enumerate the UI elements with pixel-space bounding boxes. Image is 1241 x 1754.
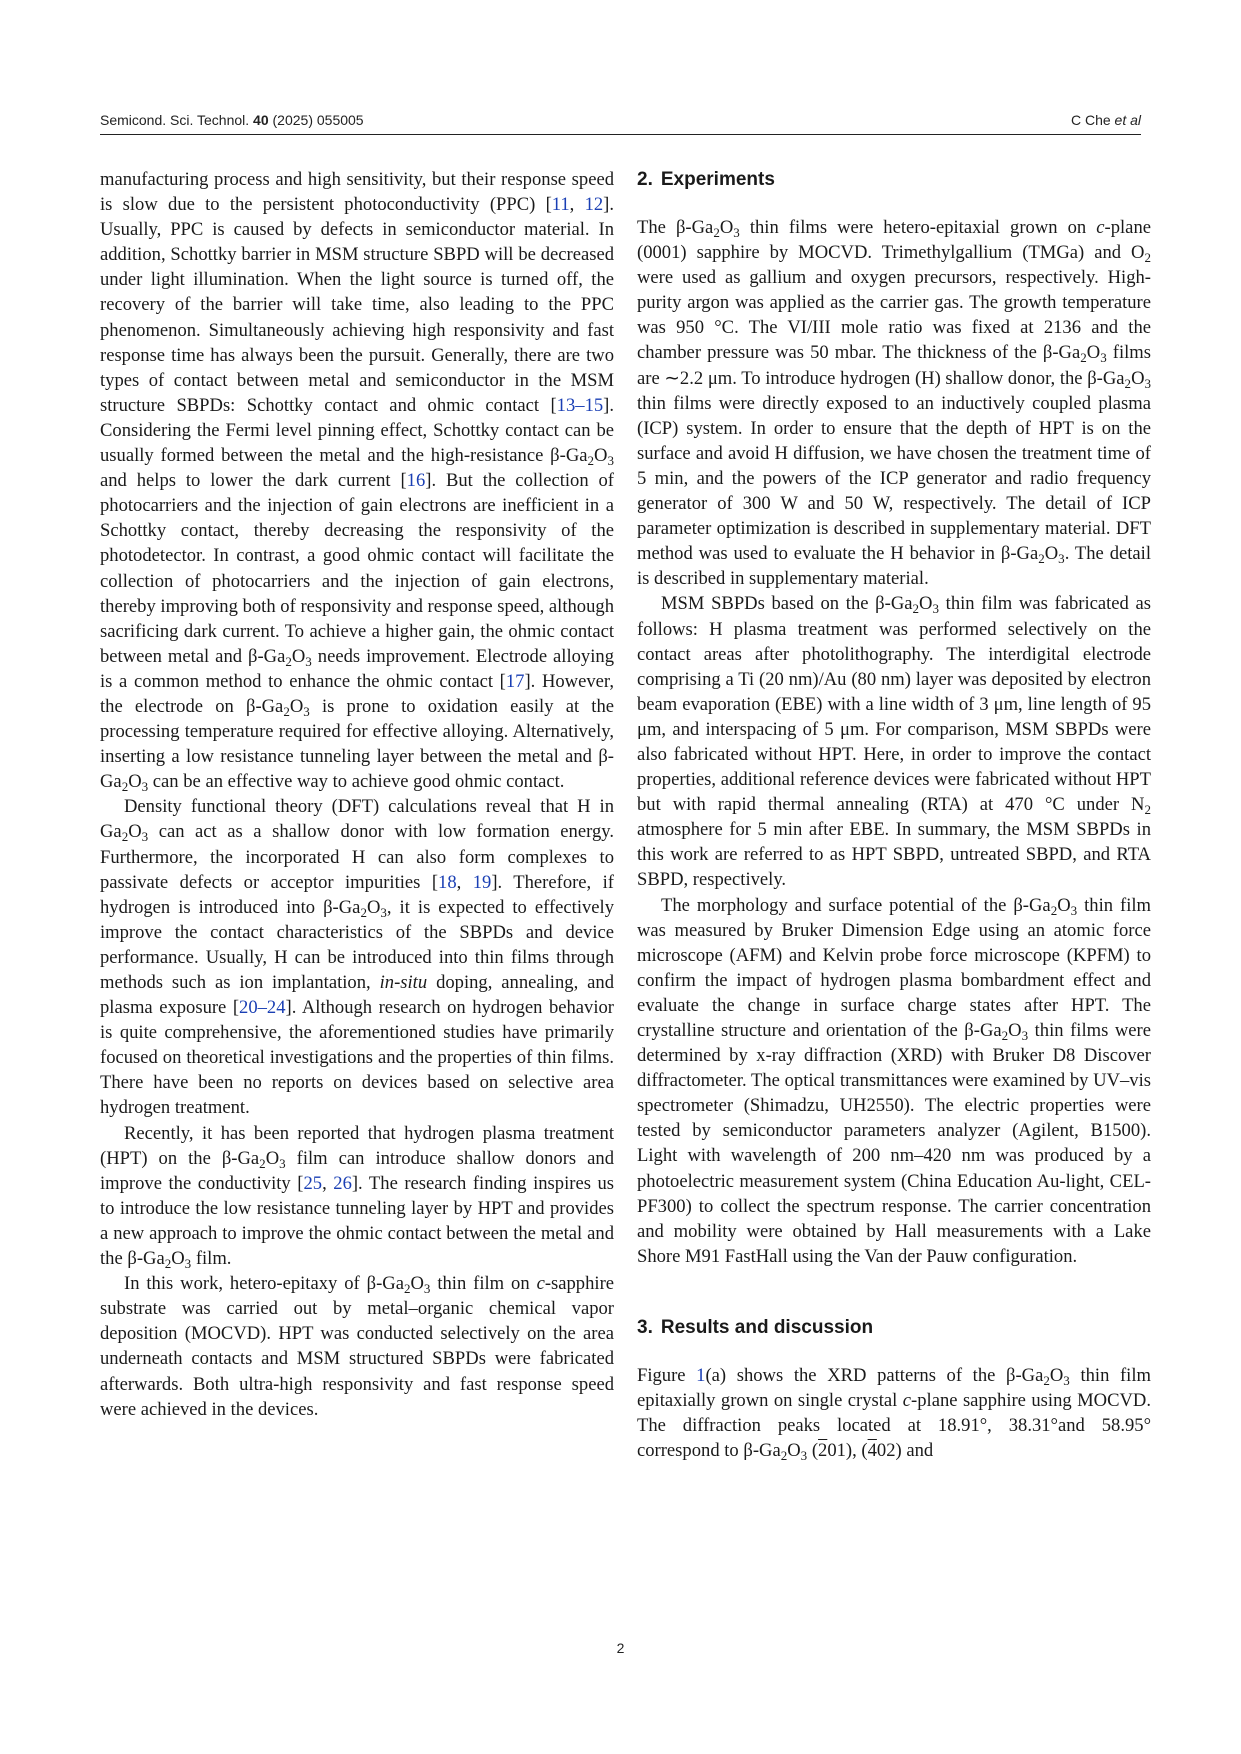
citation-link[interactable]: 13–15 bbox=[556, 394, 604, 416]
paragraph-xrd: Figure 1(a) shows the XRD patterns of the $\beta-Ga_2O_3$ thin film epitaxially grown on single crystal c-plane sapphire using MOCVD. The diffraction peaks located at 18.91°, 38.31°and 58.95° correspond to $\beta-Ga_2O_3$ (201), (402) and bbox=[637, 1364, 1151, 1464]
left-column bbox=[100, 167, 614, 1422]
header-rule bbox=[100, 134, 1141, 135]
citation-link[interactable]: 18 bbox=[438, 871, 457, 893]
citation-link[interactable]: 12 bbox=[584, 194, 604, 216]
figure-link[interactable]: 1 bbox=[696, 1364, 706, 1386]
paragraph-growth: The $\beta-Ga_2O_3$ thin films were hetero-epitaxial grown on c-plane (0001) sapphire by MOCVD. Trimethylgallium (TMGa) and $O_2$ were used as gallium and oxygen precursors, respectively. High-purity argon was applied as the carrier gas. The growth temperature was 950 °C. The VI/III mole ratio was fixed at 2136 and the chamber pressure was 50 mbar. The thickness of the $\beta-Ga_2O_3$ films are ∼2.2 μm. To introduce hydrogen (H) shallow donor, the $\beta-Ga_2O_3$ thin films were directly exposed to an inductively coupled plasma (ICP) system. In order to ensure that the depth of HPT is on the surface and avoid H diffusion, we have chosen the treatment time of 5 min, and the powers of the ICP generator and radio frequency generator of 300 W and 50 W, respectively. The detail of ICP parameter optimization is described in supplementary material. DFT method was used to evaluate the H behavior in $\beta-Ga_2O_3$. The detail is described in supplementary material. bbox=[637, 217, 1152, 590]
page-number: 2 bbox=[616, 1640, 625, 1656]
citation-link[interactable]: 17 bbox=[505, 670, 525, 692]
paragraph-this-work: In this work, hetero-epitaxy of $\beta-Ga_2O_3$ thin film on c-sapphire substrate was carried out by metal–organic chemical vapor deposition (MOCVD). HPT was conducted selectively on the area underneath contacts and MSM structured SBPDs were fabricated afterwards. Both ultra-high responsivity and fast response speed were achieved in the devices. bbox=[100, 1273, 615, 1420]
citation-link[interactable]: 25 bbox=[303, 1172, 323, 1194]
author-line: C Che et al bbox=[1070, 112, 1141, 128]
citation-link[interactable]: 26 bbox=[333, 1172, 352, 1194]
running-header bbox=[100, 112, 1141, 132]
volume-number: 40 bbox=[253, 112, 269, 128]
journal-citation: Semicond. Sci. Technol. 40 (2025) 055005 bbox=[100, 112, 364, 128]
citation-link[interactable]: 11 bbox=[551, 194, 570, 216]
citation-link[interactable]: 19 bbox=[472, 871, 492, 893]
section-heading-experiments: 2. Experiments bbox=[637, 169, 775, 190]
paragraph-hpt-recent: Recently, it has been reported that hydrogen plasma treatment (HPT) on the $\beta-Ga_2O_3$ film can introduce shallow donors and improve the conductivity [25, 26]. The research finding inspires us to introduce the low resistance tunneling layer by HPT and provides a new approach to improve the ohmic contact between the metal and the $\beta-Ga_2O_3$ film. bbox=[100, 1122, 615, 1271]
paragraph-ppc-contacts: manufacturing process and high sensitivity, but their response speed is slow due to the persistent photoconductivity (PPC) [11, 12]. Usually, PPC is caused by defects in semiconductor material. In addition, Schottky barrier in MSM structure SBPD will be decreased under light illumination. When the light source is turned off, the recovery of the barrier will take time, also leading to the PPC phenomenon. Simultaneously achieving high responsivity and fast response time has always been the pursuit. Generally, there are two types of contact between metal and semiconductor in the MSM structure SBPDs: Schottky contact and ohmic contact [13–15]. Considering the Fermi level pinning effect, Schottky contact can be usually formed between the metal and the high-resistance $\beta-Ga_2O_3$ and helps to lower the dark current [16]. But the collection of photocarriers and the injection of gain electrons are inefficient in a Schottky contact, thereby decreasing the responsivity of the photodetector. In contrast, a good ohmic contact will facilitate the collection of photocarriers and the injection of gain electrons, thereby improving both of responsivity and response speed, although sacrificing dark current. To achieve a higher gain, the ohmic contact between metal and $\beta-Ga_2O_3$ needs improvement. Electrode alloying is a common method to enhance the ohmic contact [17]. However, the electrode on $\beta-Ga_2O_3$ is prone to oxidation easily at the processing temperature required for effective alloying. Alternatively, inserting a low resistance tunneling layer between the metal and $\beta-Ga_2O_3$ can be an effective way to achieve good ohmic contact. bbox=[100, 169, 615, 795]
paragraph-fabrication: MSM SBPDs based on the $\beta-Ga_2O_3$ thin film was fabricated as follows: H plasma treatment was performed selectively on the contact areas after photolithography. The interdigital electrode comprising a Ti (20 nm)/Au (80 nm) layer was deposited by electron beam evaporation (EBE) with a line width of 3 μm, line length of 95 μm, and interspacing of 5 μm. For comparison, MSM SBPDs were also fabricated without HPT. Here, in order to improve the contact properties, additional reference devices were fabricated without HPT but with rapid thermal annealing (RTA) at 470 °C under $N_2$ atmosphere for 5 min after EBE. In summary, the MSM SBPDs in this work are referred to as HPT SBPD, untreated SBPD, and RTA SBPD, respectively. bbox=[637, 593, 1151, 891]
citation-link[interactable]: 20–24 bbox=[239, 997, 286, 1019]
right-column bbox=[637, 167, 1151, 1463]
paragraph-dft-hydrogen: Density functional theory (DFT) calculations reveal that H in $Ga_2O_3$ can act as a shallow donor with low formation energy. Furthermore, the incorporated H can also form complexes to passivate defects or acceptor impurities [18, 19]. Therefore, if hydrogen is introduced into $\beta-Ga_2O_3$, it is expected to effectively improve the contact characteristics of the SBPDs and device performance. Usually, H can be introduced into thin films through methods such as ion implantation, in-situ doping, annealing, and plasma exposure [20–24]. Although research on hydrogen behavior is quite comprehensive, the aforementioned studies have primarily focused on theoretical investigations and the properties of thin films. There have been no reports on devices based on selective area hydrogen treatment. bbox=[100, 796, 615, 1119]
citation-link[interactable]: 16 bbox=[406, 470, 426, 492]
paragraph-characterization: The morphology and surface potential of the $\beta-Ga_2O_3$ thin film was measured by Bruker Dimension Edge using an atomic force microscope (AFM) and Kelvin probe force microscope (KPFM) to confirm the impact of hydrogen plasma bombardment effect and evaluate the change in surface charge states after HPT. The crystalline structure and orientation of the $\beta-Ga_2O_3$ thin films were determined by x-ray diffraction (XRD) with Bruker D8 Discover diffractometer. The optical transmittances were examined by UV–vis spectrometer (Shimadzu, UH2550). The electric properties were tested by semiconductor parameters analyzer (Agilent, B1500). Light with wavelength of 200 nm–420 nm was produced by a photoelectric measurement system (China Education Au-light, CEL-PF300) to collect the spectrum response. The carrier concentration and mobility were obtained by Hall measurements with a Lake Shore M91 FastHall using the Van der Pauw configuration. bbox=[637, 894, 1151, 1267]
section-heading-results: 3. Results and discussion bbox=[637, 1316, 874, 1338]
